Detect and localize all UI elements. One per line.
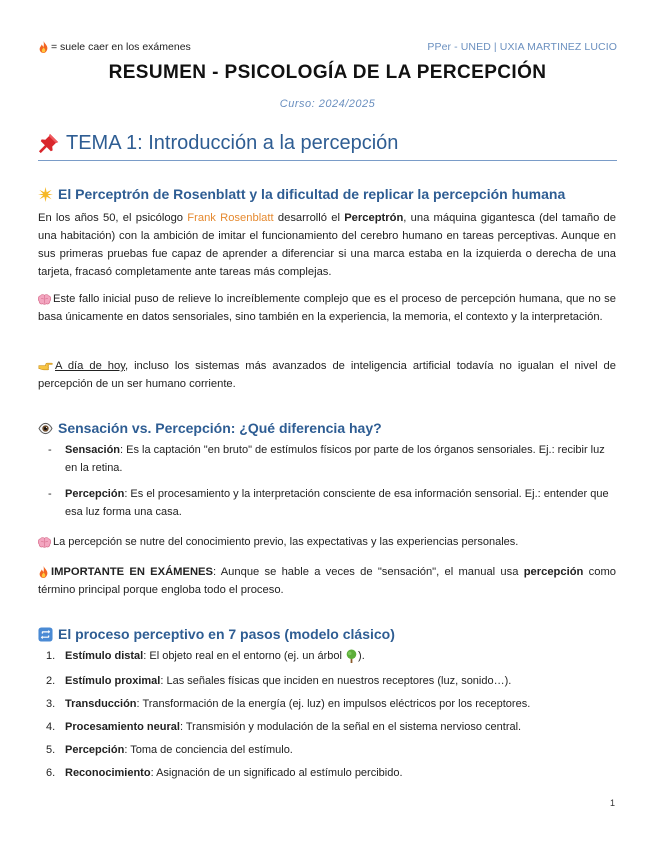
step-number: 3. (46, 698, 56, 710)
bullet-term: Percepción (65, 488, 125, 500)
author-line: PPer - UNED | UXIA MARTINEZ LUCIO (427, 41, 617, 53)
important-label: IMPORTANTE EN EXÁMENES (51, 566, 213, 578)
bullet-dash: - (48, 488, 52, 500)
text-fragment: : El objeto real en el entorno (ej. un árbol (143, 650, 346, 662)
step-text (65, 765, 616, 781)
tree-icon (345, 649, 358, 663)
section-heading-sensation (38, 420, 617, 436)
section-heading-perceptron (38, 186, 617, 202)
step-number: 4. (46, 721, 56, 733)
text-fragment: : Es la captación "en bruto" de estímulos físicos por parte de los órganos sensoriales. Ej.: recibir luz en la retina. (65, 444, 605, 474)
step-term: Percepción (65, 744, 125, 756)
paragraph-perceptron (38, 209, 616, 281)
step-number: 2. (46, 675, 56, 687)
bullet-text (65, 441, 616, 477)
eye-icon (38, 422, 53, 435)
section-title: El Perceptrón de Rosenblatt y la dificultad de replicar la percepción humana (58, 186, 566, 202)
underlined-phrase: A día de hoy (55, 360, 125, 372)
paragraph-note (38, 533, 616, 551)
step-text (65, 719, 616, 735)
text-fragment: : Las señales físicas que inciden en nuestros receptores (luz, sonido…). (160, 675, 512, 687)
pointing-hand-icon (38, 361, 53, 372)
text-fragment: : Asignación de un significado al estímulo percibido. (150, 767, 403, 779)
brain-icon (38, 537, 51, 548)
document-title: RESUMEN - PSICOLOGÍA DE LA PERCEPCIÓN (108, 62, 547, 83)
fire-icon (38, 566, 49, 578)
text-fragment: : Es el procesamiento y la interpretación consciente de esa información sensorial. Ej.: entender que esa luz forma una casa. (65, 488, 609, 518)
legend-text: = suele caer en los exámenes (51, 41, 191, 53)
author-name-highlight: Frank Rosenblatt (187, 212, 274, 224)
text-fragment: : Aunque se hable a veces de "sensación", el manual usa (212, 566, 524, 578)
text-fragment: , una máquina gigantesca (del tamaño de una habitación) con la ambición de imitar el funcionamiento del cerebro humano en tareas perceptivas. Aunque en sus primeras pruebas fue capaz de aprender a diferenciar si una marca estaba en la izquierda o derecha de una tarjeta, fracasó completamente ante tareas más complejas. (38, 212, 616, 278)
text-fragment: como término principal porque engloba todo el proceso. (38, 566, 616, 596)
text-fragment: En los años 50, el psicólogo (38, 212, 188, 224)
step-number: 6. (46, 767, 56, 779)
section-heading-process (38, 626, 617, 642)
course-year: Curso: 2024/2025 (279, 98, 376, 110)
bullet-term: Sensación (65, 444, 121, 456)
step-term: Transducción (65, 698, 137, 710)
list-item (38, 485, 616, 521)
brain-icon (38, 294, 51, 305)
step-number: 1. (46, 650, 56, 662)
fire-icon (38, 41, 49, 53)
exam-legend (38, 41, 191, 53)
step-term: Reconocimiento (65, 767, 151, 779)
paragraph-today (38, 357, 616, 393)
step-number: 5. (46, 744, 56, 756)
sparkle-icon (38, 187, 53, 202)
text-fragment: ). (358, 650, 365, 662)
step-text (65, 648, 616, 664)
page-header (38, 40, 617, 54)
bullet-text (65, 485, 616, 521)
step-term: Estímulo distal (65, 650, 144, 662)
paragraph-important (38, 563, 616, 599)
bold-term: percepción (523, 566, 584, 578)
section-title: El proceso perceptivo en 7 pasos (modelo clásico) (58, 626, 395, 642)
repeat-icon (38, 627, 53, 642)
text-fragment: , incluso los sistemas más avanzados de inteligencia artificial todavía no igualan el nivel de percepción de un ser humano corriente. (38, 360, 616, 390)
step-text (65, 696, 616, 712)
step-term: Estímulo proximal (65, 675, 161, 687)
text-fragment: Este fallo inicial puso de relieve lo increíblemente complejo que es el proceso de percepción humana, que no se basa únicamente en datos sensoriales, sino también en la experiencia, la memoria, el contexto y la interpretación. (38, 293, 616, 323)
page-number: 1 (609, 798, 615, 808)
tema-title: TEMA 1: Introducción a la percepción (66, 131, 399, 154)
step-text (65, 673, 616, 689)
text-fragment: desarrolló el (273, 212, 345, 224)
step-term: Procesamiento neural (65, 721, 180, 733)
text-fragment: La percepción se nutre del conocimiento previo, las expectativas y las experiencias personales. (53, 536, 519, 548)
bullet-dash: - (48, 444, 52, 456)
section-title: Sensación vs. Percepción: ¿Qué diferencia hay? (58, 420, 382, 436)
tema-heading (38, 126, 617, 161)
bold-term: Perceptrón (344, 212, 404, 224)
text-fragment: : Transmisión y modulación de la señal en el sistema nervioso central. (179, 721, 522, 733)
paragraph-failure (38, 290, 616, 326)
pushpin-icon (38, 132, 60, 154)
text-fragment: : Transformación de la energía (ej. luz) en impulsos eléctricos por los receptores. (136, 698, 531, 710)
text-fragment: : Toma de conciencia del estímulo. (124, 744, 293, 756)
step-text (65, 742, 616, 758)
list-item (38, 441, 616, 477)
